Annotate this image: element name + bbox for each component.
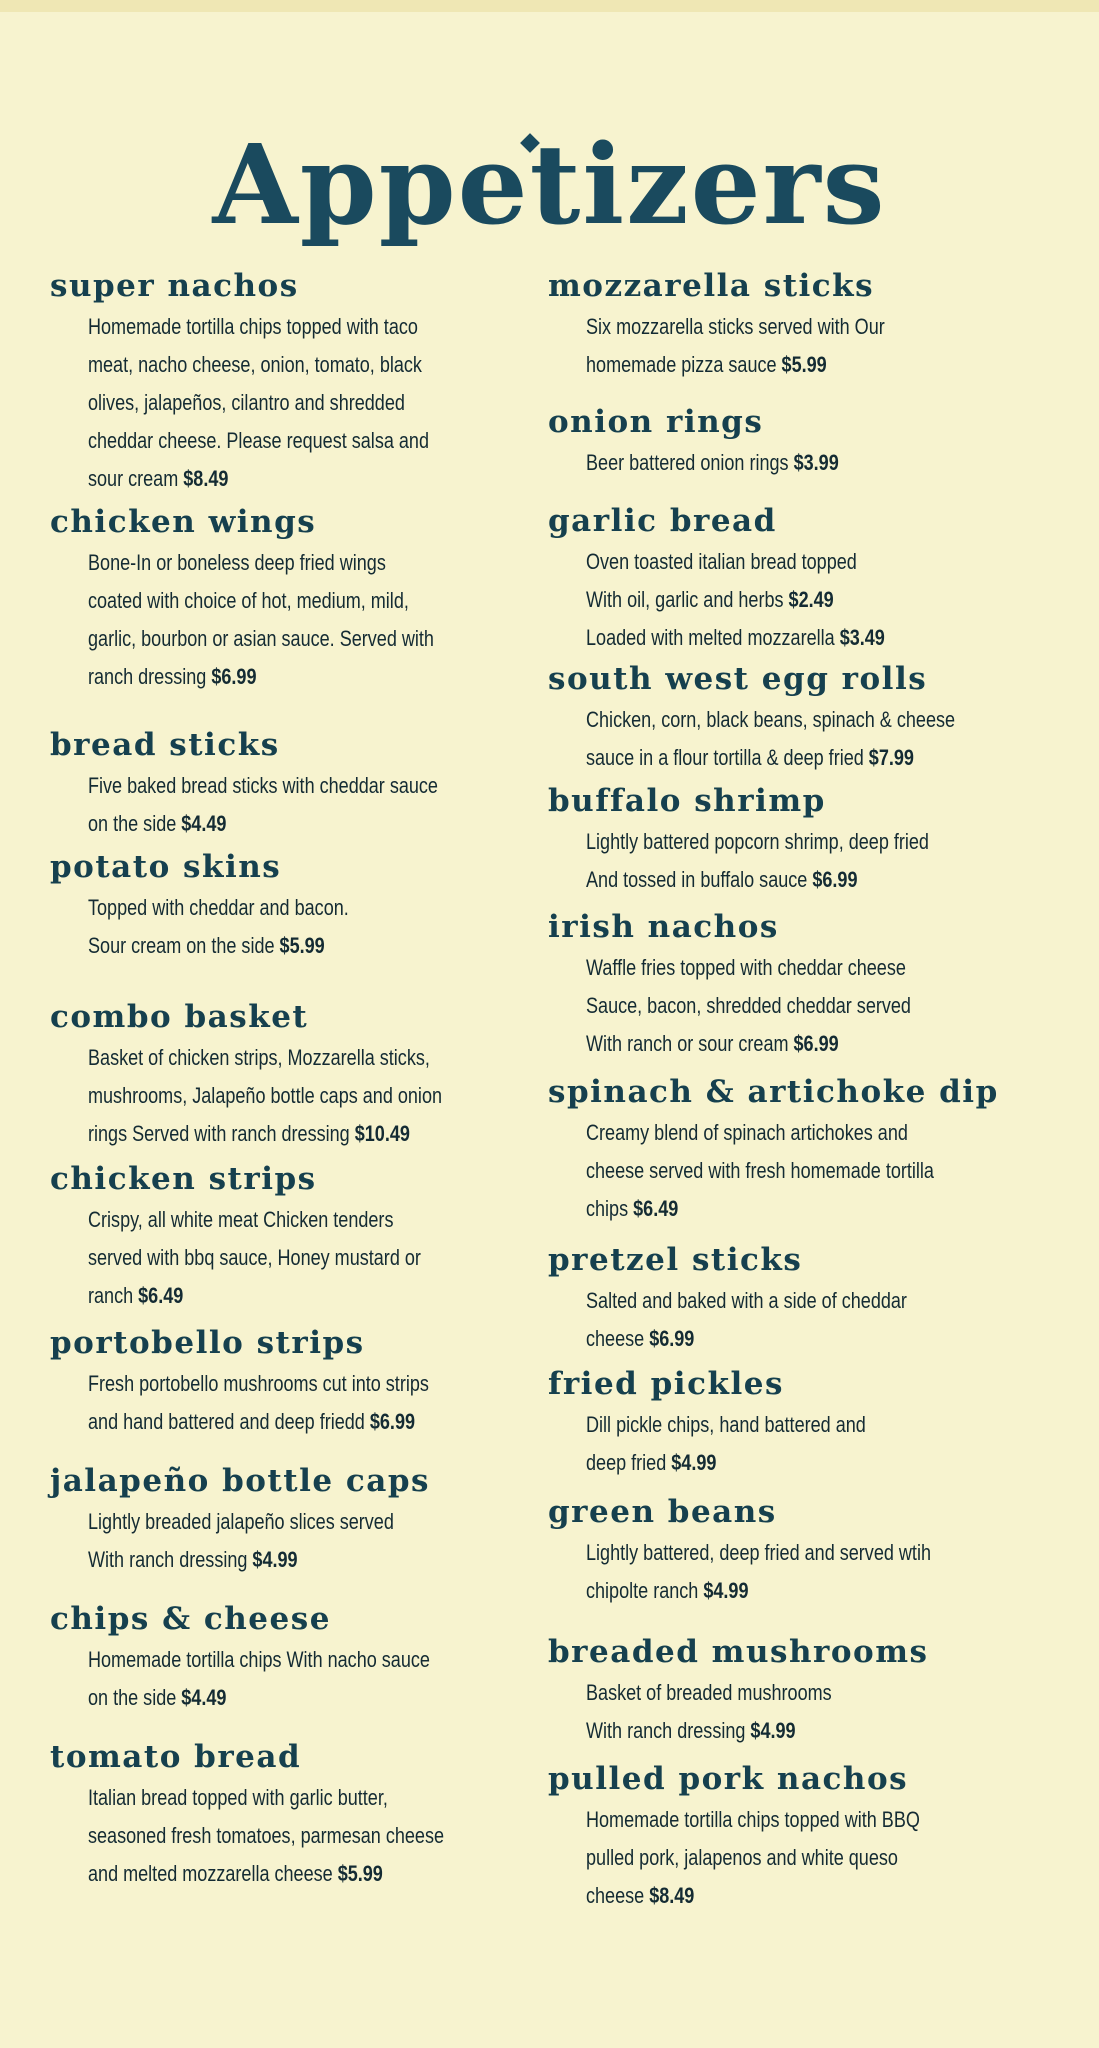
description-line: cheese $6.99 — [586, 1326, 695, 1351]
menu-item-description — [88, 1779, 498, 1893]
menu-item-name: garlic bread — [548, 503, 777, 539]
description-line: ranch dressing $6.99 — [88, 664, 257, 689]
description-line: With ranch or sour cream $6.99 — [586, 1031, 839, 1056]
description-line: and hand battered and deep friedd $6.99 — [88, 1409, 416, 1434]
description-line: With ranch dressing $4.99 — [586, 1718, 796, 1743]
description-line: and melted mozzarella cheese $5.99 — [88, 1861, 383, 1886]
menu-item — [50, 504, 588, 696]
description-line: Lightly battered, deep fried and served wtih — [586, 1540, 931, 1565]
description-line: Basket of breaded mushrooms — [586, 1680, 832, 1705]
description-line: Lightly battered popcorn shrimp, deep fried — [586, 829, 929, 854]
description-line: Italian bread topped with garlic butter, — [88, 1785, 388, 1810]
description-line: chips $6.49 — [586, 1196, 679, 1221]
menu-item-description — [586, 308, 996, 384]
price: $4.99 — [750, 1718, 796, 1743]
menu-item — [548, 661, 1086, 777]
price: $6.99 — [649, 1326, 695, 1351]
description-line: deep fried $4.99 — [586, 1450, 717, 1475]
menu-item-name: chicken strips — [50, 1161, 317, 1197]
menu-item-name: pulled pork nachos — [548, 1761, 909, 1797]
description-line: cheddar cheese. Please request salsa and — [88, 428, 429, 453]
description-line: Fresh portobello mushrooms cut into strips — [88, 1371, 429, 1396]
price: $6.49 — [138, 1283, 184, 1308]
description-line: Bone-In or boneless deep fried wings — [88, 550, 386, 575]
description-line: Beer battered onion rings $3.99 — [586, 450, 839, 475]
description-line: With ranch dressing $4.99 — [88, 1547, 298, 1572]
description-line: Sauce, bacon, shredded cheddar served — [586, 993, 911, 1018]
menu-item-name: combo basket — [50, 999, 309, 1035]
menu-item-name: potato skins — [50, 849, 282, 885]
description-line: coated with choice of hot, medium, mild, — [88, 588, 409, 613]
description-line: With oil, garlic and herbs $2.49 — [586, 587, 834, 612]
price: $3.99 — [793, 450, 839, 475]
price: $5.99 — [279, 933, 325, 958]
description-line: Oven toasted italian bread topped — [586, 549, 857, 574]
description-line: Six mozzarella sticks served with Our — [586, 314, 885, 339]
price: $6.99 — [793, 1031, 839, 1056]
menu-item — [50, 727, 588, 843]
menu-item — [548, 503, 1086, 657]
description-line: Waffle fries topped with cheddar cheese — [586, 955, 906, 980]
price: $4.99 — [671, 1450, 717, 1475]
description-line: seasoned fresh tomatoes, parmesan cheese — [88, 1823, 445, 1848]
description-line: on the side $4.49 — [88, 811, 227, 836]
menu-item-name: irish nachos — [548, 909, 779, 945]
description-line: chipolte ranch $4.99 — [586, 1578, 749, 1603]
menu-item-name: spinach & artichoke dip — [548, 1074, 999, 1110]
menu-item — [548, 404, 1086, 482]
menu-item — [548, 909, 1086, 1063]
price: $4.99 — [252, 1547, 298, 1572]
menu-item — [548, 1761, 1086, 1915]
menu-item-description — [88, 1365, 498, 1441]
menu-item-name: breaded mushrooms — [548, 1634, 929, 1670]
description-line: Chicken, corn, black beans, spinach & cheese — [586, 707, 956, 732]
price: $2.49 — [788, 587, 834, 612]
menu-item-description — [88, 1503, 498, 1579]
menu-item-description — [586, 1534, 996, 1610]
menu-item — [50, 1463, 588, 1579]
description-line: Creamy blend of spinach artichokes and — [586, 1120, 908, 1145]
menu-item-description — [586, 1282, 996, 1358]
menu-item — [548, 1366, 1086, 1482]
menu-item — [50, 1325, 588, 1441]
price: $4.49 — [181, 1685, 227, 1710]
description-line: And tossed in buffalo sauce $6.99 — [586, 867, 858, 892]
menu-item-description — [586, 1801, 996, 1915]
description-line: garlic, bourbon or asian sauce. Served with — [88, 626, 434, 651]
top-edge — [0, 0, 1099, 12]
menu-item — [50, 849, 588, 965]
menu-item — [548, 1494, 1086, 1610]
menu-item-description — [586, 1114, 996, 1228]
menu-item-description — [88, 544, 498, 696]
description-line: pulled pork, jalapenos and white queso — [586, 1845, 898, 1870]
description-line: mushrooms, Jalapeño bottle caps and onion — [88, 1083, 443, 1108]
menu-item-description — [586, 1406, 996, 1482]
description-line: Dill pickle chips, hand battered and — [586, 1412, 866, 1437]
menu-item-name: green beans — [548, 1494, 777, 1530]
menu-item-description — [586, 949, 996, 1063]
price: $6.99 — [211, 664, 257, 689]
menu-item-name: onion rings — [548, 404, 764, 440]
menu-item-description — [88, 767, 498, 843]
menu-item-description — [586, 543, 996, 657]
description-line: ranch $6.49 — [88, 1283, 184, 1308]
price: $8.49 — [183, 466, 229, 491]
description-line: olives, jalapeños, cilantro and shredded — [88, 390, 405, 415]
menu-item-name: jalapeño bottle caps — [50, 1463, 430, 1499]
menu-item — [50, 268, 588, 498]
menu-item-description — [88, 308, 498, 498]
menu-item-description — [586, 701, 996, 777]
menu-item-name: pretzel sticks — [548, 1242, 803, 1278]
description-line: Homemade tortilla chips With nacho sauce — [88, 1647, 430, 1672]
menu-item-name: buffalo shrimp — [548, 783, 826, 819]
price: $6.49 — [633, 1196, 679, 1221]
price: $5.99 — [337, 1861, 383, 1886]
menu-item-description — [88, 1201, 498, 1315]
price: $4.49 — [181, 811, 227, 836]
description-line: Loaded with melted mozzarella $3.49 — [586, 625, 885, 650]
menu-item-description — [586, 1674, 996, 1750]
menu-item-name: super nachos — [50, 268, 299, 304]
description-line: homemade pizza sauce $5.99 — [586, 352, 827, 377]
price: $4.99 — [703, 1578, 749, 1603]
menu-item — [548, 1074, 1086, 1228]
menu-item-name: fried pickles — [548, 1366, 784, 1402]
menu-item — [548, 268, 1086, 384]
price: $8.49 — [649, 1883, 695, 1908]
price: $3.49 — [839, 625, 885, 650]
menu-item-description — [88, 1039, 498, 1153]
description-line: Basket of chicken strips, Mozzarella sticks, — [88, 1045, 430, 1070]
description-line: cheese served with fresh homemade tortilla — [586, 1158, 934, 1183]
menu-item-name: chicken wings — [50, 504, 317, 540]
price: $7.99 — [868, 745, 914, 770]
menu-item-description — [88, 1641, 498, 1717]
menu-item-description — [88, 889, 498, 965]
price: $10.49 — [354, 1121, 410, 1146]
menu-item-name: chips & cheese — [50, 1601, 331, 1637]
menu-item — [50, 1601, 588, 1717]
description-line: served with bbq sauce, Honey mustard or — [88, 1245, 421, 1270]
description-line: sauce in a flour tortilla & deep fried $7.99 — [586, 745, 914, 770]
menu-item — [548, 1634, 1086, 1750]
description-line: Homemade tortilla chips topped with BBQ — [586, 1807, 920, 1832]
menu-item-description — [586, 444, 996, 482]
description-line: Crispy, all white meat Chicken tenders — [88, 1207, 394, 1232]
description-line: on the side $4.49 — [88, 1685, 227, 1710]
menu-item — [548, 1242, 1086, 1358]
description-line: meat, nacho cheese, onion, tomato, black — [88, 352, 422, 377]
menu-item-description — [586, 823, 996, 899]
description-line: sour cream $8.49 — [88, 466, 229, 491]
price: $6.99 — [369, 1409, 416, 1434]
description-line: Homemade tortilla chips topped with taco — [88, 314, 418, 339]
menu-item-name: south west egg rolls — [548, 661, 928, 697]
menu-item-name: bread sticks — [50, 727, 280, 763]
description-line: Sour cream on the side $5.99 — [88, 933, 325, 958]
description-line: Topped with cheddar and bacon. — [88, 895, 349, 920]
menu-item-name: mozzarella sticks — [548, 268, 875, 304]
description-line: Five baked bread sticks with cheddar sauce — [88, 773, 438, 798]
menu-item — [50, 999, 588, 1153]
description-line: cheese $8.49 — [586, 1883, 695, 1908]
menu-item-name: tomato bread — [50, 1739, 302, 1775]
menu-item — [50, 1161, 588, 1315]
description-line: Lightly breaded jalapeño slices served — [88, 1509, 394, 1534]
price: $5.99 — [781, 352, 827, 377]
price: $6.99 — [812, 867, 858, 892]
description-line: Salted and baked with a side of cheddar — [586, 1288, 907, 1313]
menu-item — [50, 1739, 588, 1893]
menu-item — [548, 783, 1086, 899]
menu-item-name: portobello strips — [50, 1325, 365, 1361]
page-title: Appetizers — [212, 120, 887, 249]
description-line: rings Served with ranch dressing $10.49 — [88, 1121, 410, 1146]
